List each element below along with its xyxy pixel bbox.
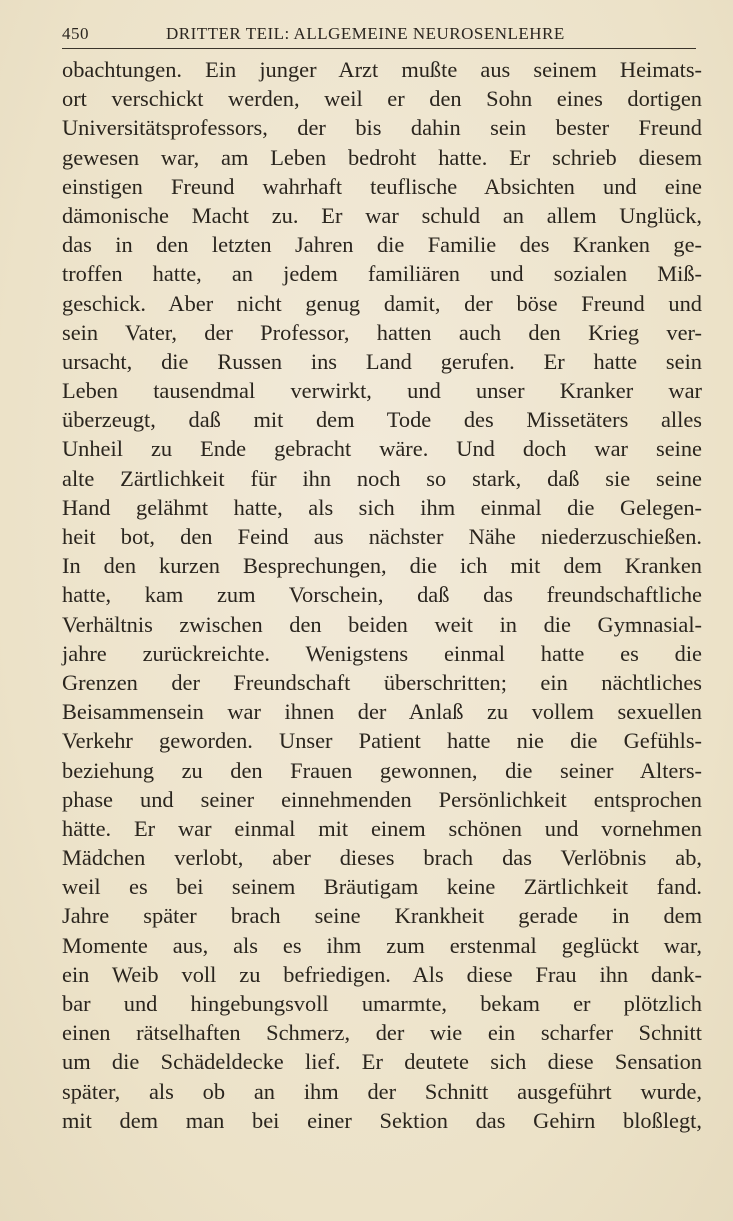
header-rule [62,48,696,49]
text-line: phase und seiner einnehmenden Persönlichkeit entsprochen [62,786,702,812]
text-line: später, als ob an ihm der Schnitt ausgeführt wurde, [62,1078,702,1104]
text-line: obachtungen. Ein junger Arzt mußte aus seinem Heimats- [62,57,702,82]
page-header [62,24,696,48]
text-line: einstigen Freund wahrhaft teuflische Absichten und eine [62,173,702,199]
text-line: überzeugt, daß mit dem Tode des Missetäters alles [62,407,702,433]
text-line: mit dem man bei einer Sektion das Gehirn bloßlegt, [62,1107,702,1133]
text-line: Momente aus, als es ihm zum erstenmal geglückt war, [62,932,702,958]
text-line: Universitätsprofessors, der bis dahin sein bester Freund [62,115,702,141]
text-line: geschick. Aber nicht genug damit, der böse Freund und [62,290,702,316]
text-line: hatte, kam zum Vorschein, daß das freundschaftliche [62,582,702,608]
text-line: Verkehr geworden. Unser Patient hatte nie die Gefühls- [62,728,702,754]
text-line: ort verschickt werden, weil er den Sohn eines dortigen [62,86,702,112]
text-line: In den kurzen Besprechungen, die ich mit dem Kranken [62,553,702,579]
page-number: 450 [62,24,89,43]
text-line: dämonische Macht zu. Er war schuld an allem Unglück, [62,202,702,228]
text-line: jahre zurückreichte. Wenigstens einmal hatte es die [62,640,702,666]
text-line: Unheil zu Ende gebracht wäre. Und doch war seine [62,436,702,462]
text-line: weil es bei seinem Bräutigam keine Zärtlichkeit fand. [62,874,702,900]
text-line: ursacht, die Russen ins Land gerufen. Er hatte sein [62,348,702,374]
text-line: gewesen war, am Leben bedroht hatte. Er schrieb diesem [62,144,702,170]
text-line: Jahre später brach seine Krankheit gerade in dem [62,903,702,929]
text-line: bar und hingebungsvoll umarmte, bekam er plötzlich [62,991,702,1016]
text-line: Grenzen der Freundschaft überschritten; ein nächtliches [62,669,702,695]
text-line: alte Zärtlichkeit für ihn noch so stark, daß sie seine [62,465,702,491]
text-line: Verhältnis zwischen den beiden weit in die Gymnasial- [62,611,702,637]
text-line: troffen hatte, an jedem familiären und sozialen Miß- [62,261,702,287]
text-line: beziehung zu den Frauen gewonnen, die seiner Alters- [62,757,702,783]
running-head: DRITTER TEIL: ALLGEMEINE NEUROSENLEHRE [166,24,565,43]
text-line: Mädchen verlobt, aber dieses brach das Verlöbnis ab, [62,845,702,871]
body-text [62,55,702,1135]
text-line: hätte. Er war einmal mit einem schönen und vornehmen [62,815,702,841]
text-line: sein Vater, der Professor, hatten auch den Krieg ver- [62,319,702,345]
text-line: einen rätselhaften Schmerz, der wie ein scharfer Schnitt [62,1020,702,1046]
text-line: das in den letzten Jahren die Familie des Kranken ge- [62,232,702,258]
text-line: Beisammensein war ihnen der Anlaß zu vollem sexuellen [62,699,702,725]
text-line: ein Weib voll zu befriedigen. Als diese Frau ihn dank- [62,961,702,987]
text-line: heit bot, den Feind aus nächster Nähe niederzuschießen. [62,524,702,549]
text-line: Leben tausendmal verwirkt, und unser Kranker war [62,378,702,404]
text-line: um die Schädeldecke lief. Er deutete sich diese Sensation [62,1049,702,1075]
text-line: Hand gelähmt hatte, als sich ihm einmal die Gelegen- [62,494,702,520]
